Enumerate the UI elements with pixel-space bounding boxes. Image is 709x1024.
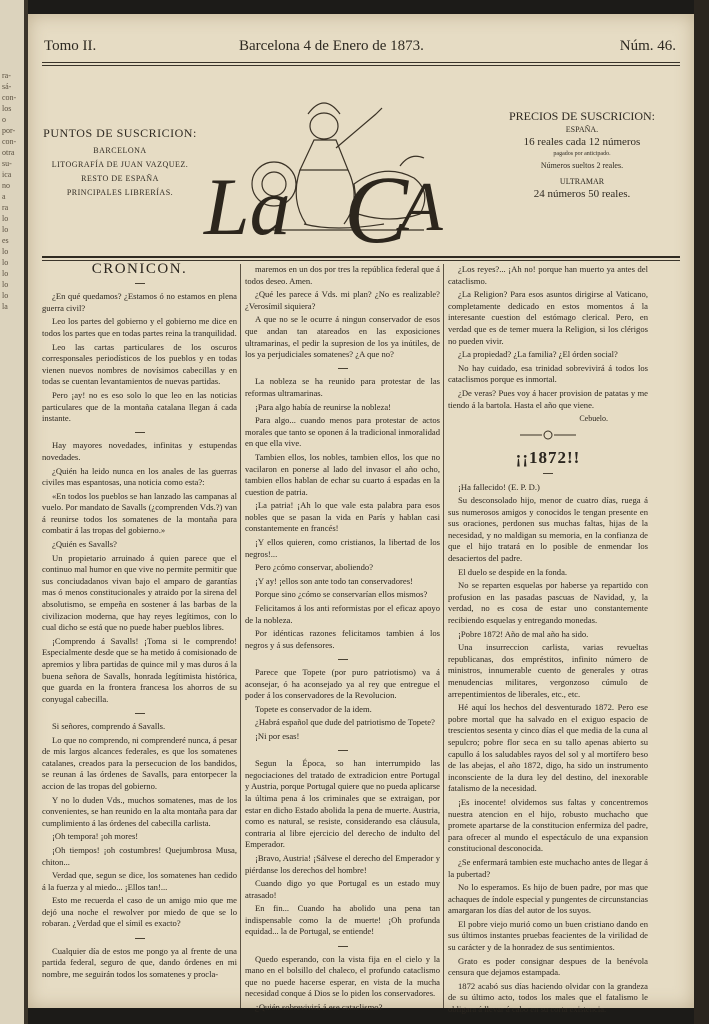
prices-spain-amount: 16 reales cada 12 números [523, 136, 641, 148]
prices-spain-note: pagados por anticipado. [553, 151, 611, 157]
paragraph: «En todos los pueblos se han lanzado las campanas al vuelo. Por mandato de Savalls (¿comprenden Vds.?) van á reunirse todos los somatenes de la montaña para combatir á las tropas del gobierno.» [42, 490, 237, 536]
paragraph: ¿Los reyes?... ¡Ah no! porque han muerto ya antes del cataclismo. [448, 264, 648, 286]
newspaper-page [28, 14, 694, 1015]
paragraph: ¡Pobre 1872! Año de mal año ha sido. [458, 628, 589, 639]
title-ornament [448, 468, 648, 480]
top-line [42, 38, 680, 58]
paragraph: Porque sino ¿cómo se conservarían ellos mismos? [255, 589, 428, 600]
paragraph: ¡Bravo, Austria! ¡Sálvese el derecho del Emperador y piérdanse los derechos del hombre! [245, 852, 440, 875]
paragraph: Felicitamos á los anti reformistas por el eficaz apoyo de la nobleza. [245, 603, 440, 625]
paragraph: Verdad que, segun se dice, los somatenes han cedido á la fuerza y al miedo... ¡Ellos tan!... [42, 870, 237, 892]
previous-page-fragment: su- [2, 159, 12, 168]
issue-number: Núm. 46. [619, 38, 676, 54]
paragraph: ¡Es inocente! olvidemos sus faltas y concentremos nuestra atencion en el hijo, robusto muchacho que promete apartarse de la constitucion enfermiza del padre, para ofrecer al mundo el espectáculo de una expansion constitucional desconocida. [448, 796, 648, 854]
paragraph: ¡Ni por esas! [255, 730, 300, 741]
paragraph: ¡La patria! ¡Ah lo que vale esta palabra para esos nobles que se pasan la vida en París y hablan casi constantemente en francés! [245, 500, 440, 534]
previous-page-edge [0, 0, 24, 1024]
paragraph: Hay mayores novedades, infinitas y estupendas novedades. [42, 440, 237, 462]
la-campana-logo [204, 74, 472, 263]
prices-loose: Números sueltos 2 reales. [540, 161, 624, 170]
previous-page-fragment: con- [2, 137, 17, 146]
paragraph: Lo que no comprendo, ni comprenderé nunca, á pesar de mis largos alcances federales, es que los somatenes catalanes, creados para la persecucion de los bandidos, se reunan á las órdenes de Savalls, para entorpecer la accion de las tropas del gobierno. [42, 734, 237, 791]
paragraph: ¿Quién sobrevivirá á ese cataclismo? [255, 1002, 383, 1013]
paragraph: Parece que Topete (por puro patriotismo) va á aconsejar, ó ha aconsejado ya al rey que entregue el poder á los conservadores de la Revolucion. [245, 667, 440, 701]
paragraph: Un propietario arruinado á quien parece que el continuo mal humor en que vive no permite permitir que sus conciudadanos vivan bajo el amparo de garantías mas ó menos constitucionales y atraido por la sirena del absolutismo, se empeña en sostener á las barbas de la civilizacion moderna, que hay reyes legítimos, con lo cual dicho se está que no puede haber pueblos libres. [42, 552, 237, 633]
previous-page-fragment: otra [2, 148, 15, 157]
paragraph: ¿Quién ha leido nunca en los anales de las guerras civiles mas espantosas, una noticia como esta?: [42, 465, 237, 488]
author-signature: Cebuelo. [579, 414, 608, 424]
section-dash [245, 653, 440, 665]
paragraph: ¡Ha fallecido! (E. P. D.) [458, 481, 540, 492]
paragraph: En fin... Cuando ha abolido una pena tan indispensable como la de muerte! ¡Oh profunda equidad... la de Portugal, se entiende! [245, 903, 440, 937]
paragraph: 1872 acabó sus días haciendo olvidar con la grandeza de su último acto, todos los males que el fatalismo le obligara á llevar á cabo en su corta existencia. [448, 980, 648, 1015]
subscription-rest: RESTO DE ESPAÑA [81, 174, 159, 183]
ornament-separator [448, 429, 648, 445]
paragraph: ¿De veras? Pues voy á hacer provision de patatas y me tiendo á la bartola. Hasta el año que viene. [448, 387, 648, 410]
paragraph: ¿Habrá español que dude del patriotismo de Topete? [255, 717, 435, 728]
paragraph: ¡Comprendo á Savalls! ¡Toma si le comprendo! Especialmente desde que se ha metido á comisionado de apremios y libra partidas de quince mil y mas duros á la buena señora de Savalls, honrada legítimista histórica, que guarda en la frontera francesa los ahorros de su conyugal cabecilla. [42, 635, 237, 704]
paragraph: Una insurreccion carlista, varias revueltas republicanas, dos empréstitos, infinito número de ministros, innumerable cuento de generales y otras menudencias militares, vergonzoso cúmulo de arrepentimientos de liberales, etc., etc. [448, 642, 648, 699]
paragraph: ¿La Religion? Para esos asuntos dirigirse al Vaticano, completamente dedicado en estos momentos á la interesante cuestion del estómago clerical. Pero, en verdad que es de temer muera la Religion, si los clérigos no pueden vivir. [448, 289, 648, 346]
paragraph: Esto me recuerda el caso de un amigo mio que me dejó una noche el rewolver por miedo de que se lo robaran. ¿Verdad que el símil es exacto? [42, 895, 237, 929]
paragraph: El duelo se despide en la fonda. [458, 566, 568, 577]
paragraph: No hay cuidado, esa trinidad sobrevivirá á todos los cataclismos porque es inmortal. [448, 362, 648, 385]
paragraph: Por idénticas razones felicitamos tambien á los negros y á sus defensores. [245, 628, 440, 650]
subscription-bookshops: PRINCIPALES LIBRERÍAS. [66, 188, 174, 197]
paragraph: Cualquier día de estos me pongo ya al frente de una partida federal, seguro de que, dando órdenes en mi nombre, me seguirán todos los somatenes y procla- [42, 945, 237, 979]
previous-page-fragment: ra [2, 203, 9, 212]
paragraph: Su desconsolado hijo, menor de cuatro días, ruega á sus numerosos amigos y conocidos le tengan presente en sus oraciones, perdonen sus muchas faltas, hijas de la necesidad, y no maldigan su memoria, en la confianza de que el hijo tratará en lo posible de enmendar los desaciertos del padre. [448, 495, 648, 564]
subscription-prices [482, 110, 682, 200]
paragraph: Para algo... cuando menos para protestar de actos morales que tanto se oponen á la tradicional inmoralidad en que ella vive. [245, 415, 440, 449]
paragraph: maremos en un dos por tres la república federal que á todos deseo. Amen. [245, 264, 440, 286]
paragraph: No lo esperamos. Es hijo de buen padre, por mas que achaques de índole especial y pungentes de circunstancias amargaran los días del autor de los suyos. [448, 882, 648, 916]
paragraph: A que no se le ocurre á ningun conservador de esos que andan tan atareados en las exposiciones ultramarinas, el pedir la supresion de los ya inútiles, de los ya perjudiciales somatenes? ¿A que no? [245, 314, 440, 360]
paragraph: Pero ¡ay! no es eso solo lo que leo en las noticias particulares que de la montaña catalana llegan á cada instante. [42, 389, 237, 424]
previous-page-fragment: los [2, 104, 12, 113]
year-title: ¡¡1872!! [515, 448, 581, 468]
section-dash [42, 932, 237, 944]
paragraph: ¡Para algo había de reunirse la nobleza! [255, 401, 392, 412]
paragraph: ¿Quién es Savalls? [52, 539, 117, 550]
paragraph: Quedo esperando, con la vista fija en el cielo y la mano en el bolsillo del chaleco, el profundo cataclismo que no puede hacerse esperar, en vista de la mucha necesidad conque á Dios se lo piden los conservadores. [245, 953, 440, 999]
paragraph: Si señores, comprendo á Savalls. [52, 720, 166, 731]
previous-page-fragment: a [2, 192, 6, 201]
previous-page-fragment: lo [2, 269, 9, 278]
top-rule [42, 62, 680, 63]
top-rule-2 [42, 65, 680, 66]
subscription-printer: LITOGRAFÍA DE JUAN VAZQUEZ. [51, 160, 189, 169]
column-middle [245, 264, 440, 1013]
previous-page-fragment: no [2, 181, 10, 190]
masthead-rule [42, 256, 680, 258]
paragraph: Segun la Época, so han interrumpido las negociaciones del tratado de extradicion entre Portugal y Austria, porque Portugal quiere que no pueda aplicarse la última pena á los criminales que se extraigan, por estar en dicho Estado abolida la pena de muerte. Austria, como es natural, se resiste, considerando esa cláusula, contraria al libre ejercicio del derecho de indulto del Emperador. [245, 758, 440, 850]
paragraph: ¡Oh tiempos! ¡oh costumbres! Quejumbrosa Musa, chiton... [42, 844, 237, 867]
paragraph: No se reparten esquelas por haberse ya repartido con profusion en las pasadas pascuas de Navidad, y, la verdad, no es cosa de estar uno constantemente recibiendo esquelas y entregando monedas. [448, 580, 648, 626]
logo-letter-a: A [400, 169, 443, 246]
paragraph: Leo las cartas particulares de los oscuros corresponsales periodísticos de los pueblos y en todas vienen nuevos nombres de novísimos cabecillas y en todas se cuentan levantamientos de nuevas partidas. [42, 341, 237, 387]
previous-page-fragment: o [2, 115, 6, 124]
paragraph: ¿La propiedad? ¿La familia? ¿El órden social? [458, 349, 618, 360]
paragraph: Topete es conservador de la idem. [255, 703, 372, 714]
previous-page-fragment: ra- [2, 71, 11, 80]
section-dash [42, 427, 237, 439]
paragraph: ¡Oh tempora! ¡oh mores! [52, 831, 139, 842]
paragraph: Grato es poder consignar despues de la benévola censura que dejamos estampada. [448, 955, 648, 978]
previous-page-fragment: lo [2, 214, 9, 223]
column-divider-1 [240, 264, 241, 1008]
dateline: Barcelona 4 de Enero de 1873. [239, 38, 424, 54]
prices-overseas-amount: 24 números 50 reales. [533, 188, 631, 200]
column-right [448, 264, 648, 1015]
logo-letter-la: La [204, 161, 291, 252]
paragraph: Y no lo duden Vds., muchos somatenes, mas de los convenientes, se han reunido en la alta montaña para dar cumplimiento á las órdenes del cabecilla carlista. [42, 794, 237, 828]
previous-page-fragment: con- [2, 93, 17, 102]
section-dash [245, 363, 440, 375]
section-dash [245, 745, 440, 757]
subscription-points-title: PUNTOS DE SUSCRICION: [43, 126, 197, 140]
logo-letter-c: C [344, 156, 409, 263]
paragraph: Leo los partes del gobierno y el gobierno me dice en todos los partes que en todas partes reina la tranquilidad. [42, 316, 237, 338]
paragraph: ¿Se enfermará tambien este muchacho antes de llegar á la pubertad? [448, 856, 648, 879]
prices-overseas: ULTRAMAR [559, 177, 605, 186]
previous-page-fragment: la [2, 302, 8, 311]
paragraph: ¿En qué quedamos? ¿Estamos ó no estamos en plena guerra civil? [42, 291, 237, 313]
previous-page-fragment: por- [2, 126, 16, 135]
paragraph: ¡Y ellos quieren, como cristianos, la libertad de los negros!... [245, 537, 440, 559]
previous-page-fragment: lo [2, 225, 9, 234]
subscription-city: BARCELONA [93, 146, 147, 155]
previous-page-fragment: sá- [2, 82, 12, 91]
article-columns [28, 261, 694, 1015]
section-dash [245, 940, 440, 952]
previous-page-fragment: lo [2, 258, 9, 267]
previous-page-fragment: es [2, 236, 9, 245]
paragraph: Hé aquí los hechos del desventurado 1872. Pero ese pobre mortal que ha salvado en el exiguo espacio de trescientos sesenta y cinco días el que media de la cuna al sepulcro; pobre flor seca en su tallo apenas abierto su capullo á los saludables rayos del sol y al mortífero beso de las abejas, el año 1872, digo, ha sido un instrumento inconsciente de la dura ley del destino, del inexorable fatalismo de la necesidad. [448, 702, 648, 794]
cronicon-title: CRONICON. [91, 261, 188, 277]
logo-title: LA CAMPANA [338, 94, 345, 95]
column-divider-2 [443, 264, 444, 1008]
masthead [28, 14, 694, 264]
prices-title: PRECIOS DE SUSCRICION: [508, 109, 656, 123]
paragraph: ¿Qué les parece á Vds. mi plan? ¿No es realizable? ¿Verosímil siquiera? [245, 289, 440, 311]
ornament-icon [518, 429, 578, 441]
column-cronicon [42, 261, 237, 1008]
volume-label: Tomo II. [44, 38, 97, 54]
previous-page-fragment: lo [2, 280, 9, 289]
paragraph: Cuando digo yo que Portugal es un estado muy atrasado! [245, 878, 440, 900]
previous-page-fragment: ica [2, 170, 12, 179]
binding-edge [694, 0, 709, 1024]
paragraph: El pobre viejo murió como un buen cristiano dando en sus últimos instantes pruebas feacientes de la virilidad de su carácter y de la honradez de sus sentimientos. [448, 918, 648, 953]
prices-spain: ESPAÑA. [565, 125, 599, 134]
subscription-points [40, 126, 200, 200]
paragraph: Pero ¿cómo conservar, aboliendo? [255, 562, 374, 573]
previous-page-fragment: lo [2, 291, 9, 300]
paragraph: La nobleza se ha reunido para protestar de las reformas ultramarinas. [245, 376, 440, 398]
section-dash [42, 707, 237, 719]
previous-page-fragment: lo [2, 247, 9, 256]
paragraph: ¡Y ay! ¡ellos son ante todo tan conservadores! [255, 575, 413, 586]
paragraph: Tambien ellos, los nobles, tambien ellos, los que no vacilaron en ponerse al lado del invasor el año ocho, tambien ellos hablan de echar su cuarto á espadas en la cuestion de patria. [245, 451, 440, 497]
title-ornament [42, 278, 237, 290]
